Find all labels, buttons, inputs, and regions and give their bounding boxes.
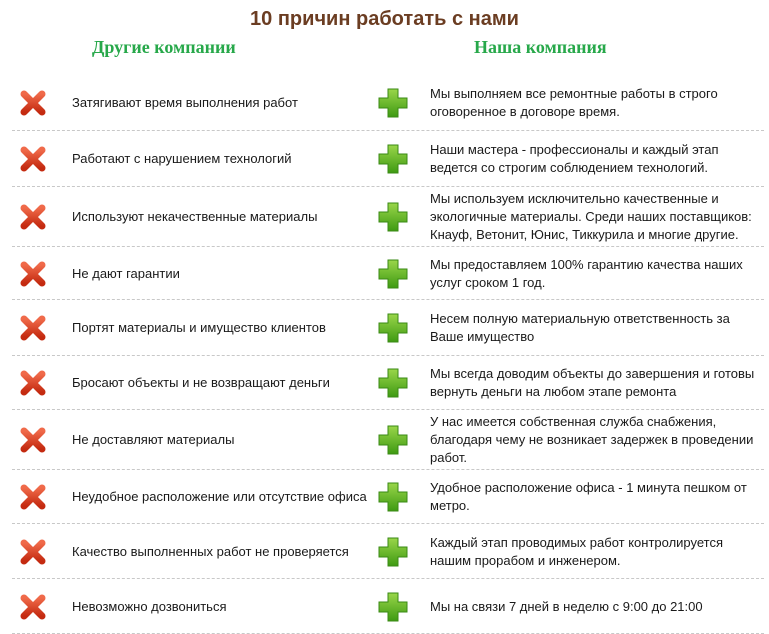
green-plus-icon <box>376 535 410 569</box>
comparison-row <box>12 247 764 300</box>
other-company-problem: Бросают объекты и не возвращают деньги <box>72 375 330 390</box>
green-plus-icon <box>376 86 410 120</box>
our-company-advantage: Мы выполняем все ремонтные работы в строго оговоренное в договоре время. <box>430 86 718 119</box>
page-title: 10 причин работать с нами <box>250 8 519 30</box>
comparison-row <box>12 356 764 410</box>
other-company-problem: Качество выполненных работ не проверяется <box>72 543 349 559</box>
other-company-problem: Неудобное расположение или отсутствие офиса <box>72 489 367 504</box>
column-header-our-company: Наша компания <box>474 37 607 57</box>
our-company-advantage: У нас имеется собственная служба снабжения, благодаря чему не возникает задержек в проведении работ. <box>430 414 754 465</box>
green-plus-icon <box>376 311 410 345</box>
other-company-problem: Не доставляют материалы <box>72 432 235 447</box>
our-company-advantage: Мы на связи 7 дней в неделю с 9:00 до 21:00 <box>430 598 703 614</box>
green-plus-icon <box>376 200 410 234</box>
our-company-advantage: Несем полную материальную ответственность за Ваше имущество <box>430 311 730 344</box>
red-x-icon <box>18 592 48 622</box>
green-plus-icon <box>376 366 410 400</box>
comparison-row <box>12 131 764 187</box>
other-company-problem: Затягивают время выполнения работ <box>72 95 298 110</box>
red-x-icon <box>18 482 48 512</box>
our-company-advantage: Мы всегда доводим объекты до завершения и готовы вернуть деньги на любом этапе ремонта <box>430 366 755 399</box>
red-x-icon <box>18 202 48 232</box>
red-x-icon <box>18 144 48 174</box>
our-company-advantage: Наши мастера - профессионалы и каждый этап ведется со строгим соблюдением технологий. <box>430 142 719 175</box>
comparison-row <box>12 410 764 470</box>
our-company-advantage: Мы предоставляем 100% гарантию качества наших услуг сроком 1 год. <box>430 256 743 290</box>
other-company-problem: Работают с нарушением технологий <box>72 151 292 166</box>
comparison-row <box>12 187 764 247</box>
comparison-row <box>12 300 764 356</box>
red-x-icon <box>18 425 48 455</box>
green-plus-icon <box>376 590 410 624</box>
our-company-advantage: Удобное расположение офиса - 1 минута пешком от метро. <box>430 480 747 513</box>
other-company-problem: Портят материалы и имущество клиентов <box>72 320 326 335</box>
comparison-row <box>12 470 764 524</box>
comparison-row <box>12 75 764 131</box>
comparison-row <box>12 524 764 579</box>
green-plus-icon <box>376 142 410 176</box>
green-plus-icon <box>376 257 410 291</box>
red-x-icon <box>18 537 48 567</box>
comparison-row <box>12 579 764 634</box>
our-company-advantage: Мы используем исключительно качественные и экологичные материалы. Среди наших поставщиков: Кнауф, Ветонит, Юнис, Тиккурила и многие другие. <box>430 191 752 242</box>
green-plus-icon <box>376 480 410 514</box>
other-company-problem: Не дают гарантии <box>72 265 180 281</box>
other-company-problem: Невозможно дозвониться <box>72 598 227 614</box>
column-header-other-companies: Другие компании <box>92 37 236 57</box>
comparison-list <box>12 75 764 634</box>
red-x-icon <box>18 88 48 118</box>
our-company-advantage: Каждый этап проводимых работ контролируется нашим прорабом и инженером. <box>430 534 724 568</box>
green-plus-icon <box>376 423 410 457</box>
red-x-icon <box>18 259 48 289</box>
red-x-icon <box>18 368 48 398</box>
red-x-icon <box>18 313 48 343</box>
other-company-problem: Используют некачественные материалы <box>72 209 318 224</box>
